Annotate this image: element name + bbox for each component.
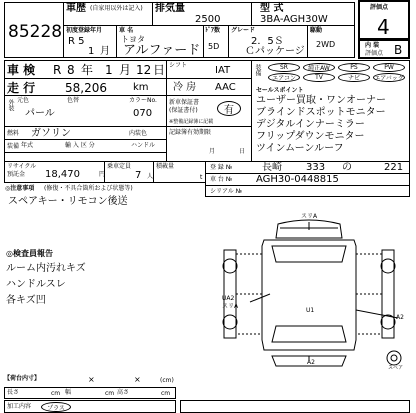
first-reg-month: 1 — [88, 46, 95, 57]
model-type-cell — [251, 2, 355, 26]
displacement-label: 排気量 — [155, 3, 185, 14]
drive-cell — [307, 25, 355, 58]
warranty-value: 有 — [224, 105, 234, 116]
option-tv — [303, 73, 335, 82]
history-cell — [63, 2, 153, 26]
option-airbag — [373, 73, 405, 82]
option-label: エアコン — [272, 75, 296, 82]
grade-value-2: Ｃパッケージ — [245, 46, 305, 57]
ac-cell — [166, 78, 252, 96]
recycle-label-1: リサイクル — [7, 163, 37, 170]
color-label: 元色 — [17, 97, 30, 104]
mark-ua2: UA2 — [222, 295, 235, 302]
interior-color-label: 内装色 — [129, 130, 148, 137]
lot-number: 85228 — [8, 22, 63, 42]
lot-number-box — [4, 2, 64, 58]
cargo-last-row — [4, 400, 176, 413]
import-label: 輸 入 区 分 — [65, 142, 95, 149]
ac-label: 冷 房 — [173, 82, 197, 93]
reg-area: 長崎 — [262, 162, 282, 173]
interior-sub: 評価点 — [365, 50, 384, 57]
color-value: パール — [25, 108, 55, 119]
cargo-unit: (cm) — [160, 377, 174, 384]
history-note: (自家用以外は記入) — [90, 5, 143, 12]
history-label: 車歴 — [66, 3, 86, 14]
recycle-label-2: 預託金 — [7, 171, 26, 178]
car-damage-diagram — [206, 210, 412, 370]
option-label: PW — [384, 64, 394, 71]
recycle-unit: 円 — [99, 171, 106, 178]
vin-label: 車 台 № — [210, 176, 233, 183]
shift-cell — [166, 60, 252, 79]
capacity-value: 7 — [135, 170, 142, 181]
first-reg-era: R 5 — [68, 36, 85, 47]
inspector-line: ルーム内汚れキズ — [6, 263, 86, 274]
notes-label-sub: (修復・不具合箇所および状態等) — [44, 185, 133, 192]
mark-a2-bottom: A2 — [307, 359, 315, 366]
displacement-cell — [152, 2, 252, 26]
color-block — [4, 95, 167, 127]
vehicle-name-label: 車 名 — [119, 27, 134, 34]
doors-value: 5D — [208, 42, 220, 51]
first-reg-month-unit: 月 — [100, 46, 110, 57]
serial-row — [205, 185, 410, 197]
option-sunroof — [268, 63, 300, 72]
inspector-label: ◎検査員報告 — [6, 249, 53, 258]
recycle-row — [4, 161, 105, 183]
cargo-last-badge-text: プラス — [47, 404, 65, 412]
cargo-right-box — [180, 400, 410, 413]
cargo-last-label: 加工内容 — [7, 403, 32, 410]
option-alloy-wheel — [303, 63, 335, 72]
options-side-label: 装備 — [254, 64, 261, 76]
color-no-label: カラーNo. — [129, 97, 157, 104]
option-label: 純正AW — [308, 65, 330, 72]
fuel-side-label: 燃料 — [7, 130, 20, 137]
cargo-length-label: 長さ — [7, 389, 20, 396]
warranty-label: 新車保証書 — [169, 99, 200, 106]
fuel-row — [4, 126, 167, 140]
doors-label: ﾄﾞｱ数 — [205, 27, 221, 34]
inspector-line: 各キズ凹 — [6, 295, 46, 306]
shaken-day: 12 — [136, 63, 152, 77]
option-aircon — [268, 73, 300, 82]
vehicle-name: アルファード — [123, 43, 201, 58]
cargo-dims-row — [4, 387, 176, 399]
mileage-label: 走 行 — [7, 81, 36, 95]
record-month: 月 — [209, 148, 216, 155]
drive-label: 駆動 — [310, 27, 323, 34]
cargo-length-cm: cm — [51, 390, 61, 397]
sales-point-item: デジタルインナーミラー — [256, 119, 365, 130]
shaken-year: 8 — [67, 63, 75, 77]
option-label: PS — [350, 64, 358, 71]
equip-row — [4, 139, 167, 153]
reg-class: 333 — [306, 162, 326, 173]
shaken-day-unit: 日 — [153, 63, 166, 77]
capacity-cell — [104, 161, 154, 183]
cargo-width-label: 幅 — [65, 389, 72, 396]
record-day: 日 — [239, 148, 246, 155]
cargo-sep-2: × — [134, 375, 141, 384]
cargo-sep-1: × — [88, 375, 95, 384]
capacity-label: 乗車定員 — [107, 163, 132, 170]
option-label: ナビ — [347, 75, 360, 82]
grade-value: 2．5Ｓ — [251, 36, 284, 47]
option-label: エアバッグ — [374, 75, 404, 82]
reg-label: 登 録 № — [210, 164, 233, 171]
doors-cell — [203, 25, 229, 58]
capacity-unit: 人 — [147, 173, 154, 180]
mark-side-suri: スリA — [222, 303, 239, 310]
warranty-sub: (保証書付) — [169, 107, 198, 114]
displacement-value: 2500 — [195, 14, 221, 25]
drive-value: 2WD — [316, 40, 336, 49]
mark-u1: U1 — [306, 307, 315, 314]
interior-value: B — [394, 43, 403, 57]
grade-label: グレード — [231, 27, 256, 34]
shaken-month-unit: 月 — [119, 63, 132, 77]
record-cell — [166, 126, 252, 162]
color-change-label: 色替 — [67, 97, 80, 104]
model-type-value: 3BA-AGH30W — [260, 14, 328, 25]
grade-cell — [228, 25, 308, 58]
score-label: 評価点 — [370, 4, 389, 11]
first-reg-label: 初度登録年月 — [66, 27, 103, 34]
shaken-row — [4, 60, 167, 79]
model-type-label: 型 式 — [260, 3, 284, 14]
color-no-value: 070 — [133, 108, 153, 119]
maker: トヨタ — [121, 35, 145, 44]
score-box — [358, 0, 410, 40]
mileage-value: 58,206 — [65, 81, 107, 95]
equip-label: 装備 — [7, 143, 20, 150]
load-unit: t — [200, 174, 203, 181]
reg-number: 221 — [384, 162, 404, 173]
vin-value: AGH30-0448815 — [256, 174, 339, 185]
vehicle-name-cell — [116, 25, 204, 58]
sales-point-item: ツインムーンルーフ — [256, 143, 344, 154]
interior-label: 内 装 — [365, 42, 380, 49]
shaken-year-unit: 年 — [81, 63, 94, 77]
load-cell — [153, 161, 206, 183]
record-label: 記録簿有効期限 — [169, 129, 212, 136]
cargo-height-label: 高さ — [117, 389, 130, 396]
ac-value: AAC — [215, 82, 236, 93]
load-label: 積載量 — [156, 163, 175, 170]
sales-point-label: セールスポイント — [256, 87, 304, 94]
reg-kana: の — [342, 162, 352, 173]
warranty-value-oval — [217, 101, 241, 116]
score-value: 4 — [377, 15, 390, 39]
warranty-cell — [166, 95, 252, 127]
cargo-width-cm: cm — [105, 390, 115, 397]
warranty-note: ※整備記録簿に記載 — [169, 119, 214, 125]
cargo-label: 【荷台内寸】 — [4, 375, 41, 382]
shaken-era: R — [53, 63, 62, 77]
serial-label: シリアル № — [210, 188, 242, 195]
mileage-unit: km — [133, 82, 149, 93]
option-power-window — [373, 63, 405, 72]
first-reg-cell — [63, 25, 117, 58]
equip-year-label: 年式 — [21, 142, 34, 149]
shaken-month: 1 — [105, 63, 113, 77]
option-label: SR — [280, 64, 288, 71]
shift-value: IAT — [215, 65, 231, 76]
sales-point-item: フリップダウンモニター — [256, 131, 365, 142]
option-navi — [338, 73, 370, 82]
mileage-row — [4, 78, 167, 96]
shaken-label: 車 検 — [7, 63, 36, 77]
option-label: TV — [315, 74, 323, 81]
mark-a2-right: A2 — [396, 314, 404, 321]
notes-label: ◎注意事項 — [5, 185, 35, 192]
fuel-value: ガソリン — [31, 128, 71, 139]
recycle-value: 18,470 — [45, 169, 80, 180]
handle-label: ハンドル — [131, 142, 156, 149]
cargo-last-badge — [41, 402, 71, 412]
mark-roof: スリA — [301, 213, 318, 220]
sales-point-item: ユーザー買取・ワンオーナー — [256, 95, 386, 106]
inspector-line: ハンドルスレ — [6, 279, 66, 290]
interior-score-box — [358, 39, 410, 59]
option-power-steering — [338, 63, 370, 72]
notes-text: スペアキー・リモコン後送 — [8, 196, 128, 207]
exterior-side-label: 外装 — [7, 99, 14, 111]
sales-point-item: ブラインドスポットモニター — [256, 107, 386, 118]
mark-spare: スペア — [388, 365, 404, 371]
cargo-height-cm: cm — [161, 390, 171, 397]
shift-label: シフト — [169, 62, 188, 69]
